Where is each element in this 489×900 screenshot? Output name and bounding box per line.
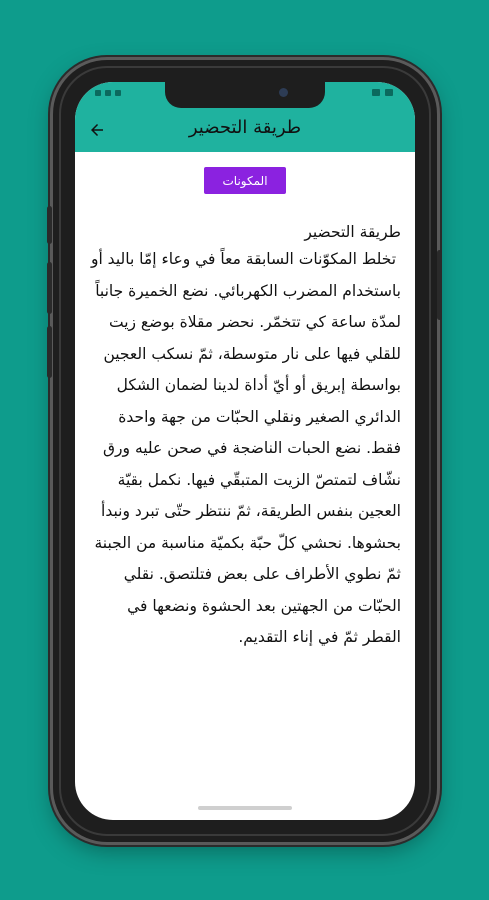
signal-icon (105, 90, 111, 96)
page-title: طريقة التحضير (188, 117, 302, 138)
wifi-icon (115, 90, 121, 96)
notification-icon (385, 89, 393, 96)
recipe-content (86, 220, 401, 654)
ingredients-button[interactable]: المكونات (204, 167, 286, 194)
phone-side-button-top (47, 206, 52, 244)
status-bar (75, 82, 415, 108)
content-heading: طريقة التحضير (304, 223, 401, 241)
status-icons-left (95, 90, 121, 96)
phone-power-button (437, 250, 442, 320)
phone-screen (75, 82, 415, 820)
home-indicator[interactable] (198, 806, 292, 810)
phone-side-button-low (47, 326, 52, 378)
camera-notch (165, 82, 325, 108)
content-body: تخلط المكوّنات السابقة معاً في وعاء إمّا باليد أو باستخدام المضرب الكهربائي. نضع الخميرة جانباً لمدّة ساعة كي تتخمّر. نحضر مقلاة بوضع زيت للقلي فيها على نار متوسطة، ثمّ نسكب العجين بواسطة إبريق أو أيّ أداة لدينا لضمان الشكل الدائري الصغير ونقلي الحبّات من جهة واحدة فقط. نضع الحبات الناضجة في صحن عليه ورق نشّاف لتمتصّ الزيت المتبقّي فيها. نكمل بقيّة العجين بنفس الطريقة، ثمّ ننتظر حتّى تبرد ونبدأ بحشوها. نحشي كلّ حبّة بكميّة مناسبة من الجبنة ثمّ نطوي الأطراف على بعض فتلتصق. نقلي الحبّات من الجهتين بعد الحشوة ونضعها في القطر ثمّ في إناء التقديم. (86, 250, 401, 646)
image-notification-icon (372, 89, 380, 96)
status-icons-right (372, 89, 393, 96)
battery-icon (95, 90, 101, 96)
phone-side-button-mid (47, 262, 52, 314)
app-bar (75, 108, 415, 152)
camera-lens-icon (279, 88, 288, 97)
